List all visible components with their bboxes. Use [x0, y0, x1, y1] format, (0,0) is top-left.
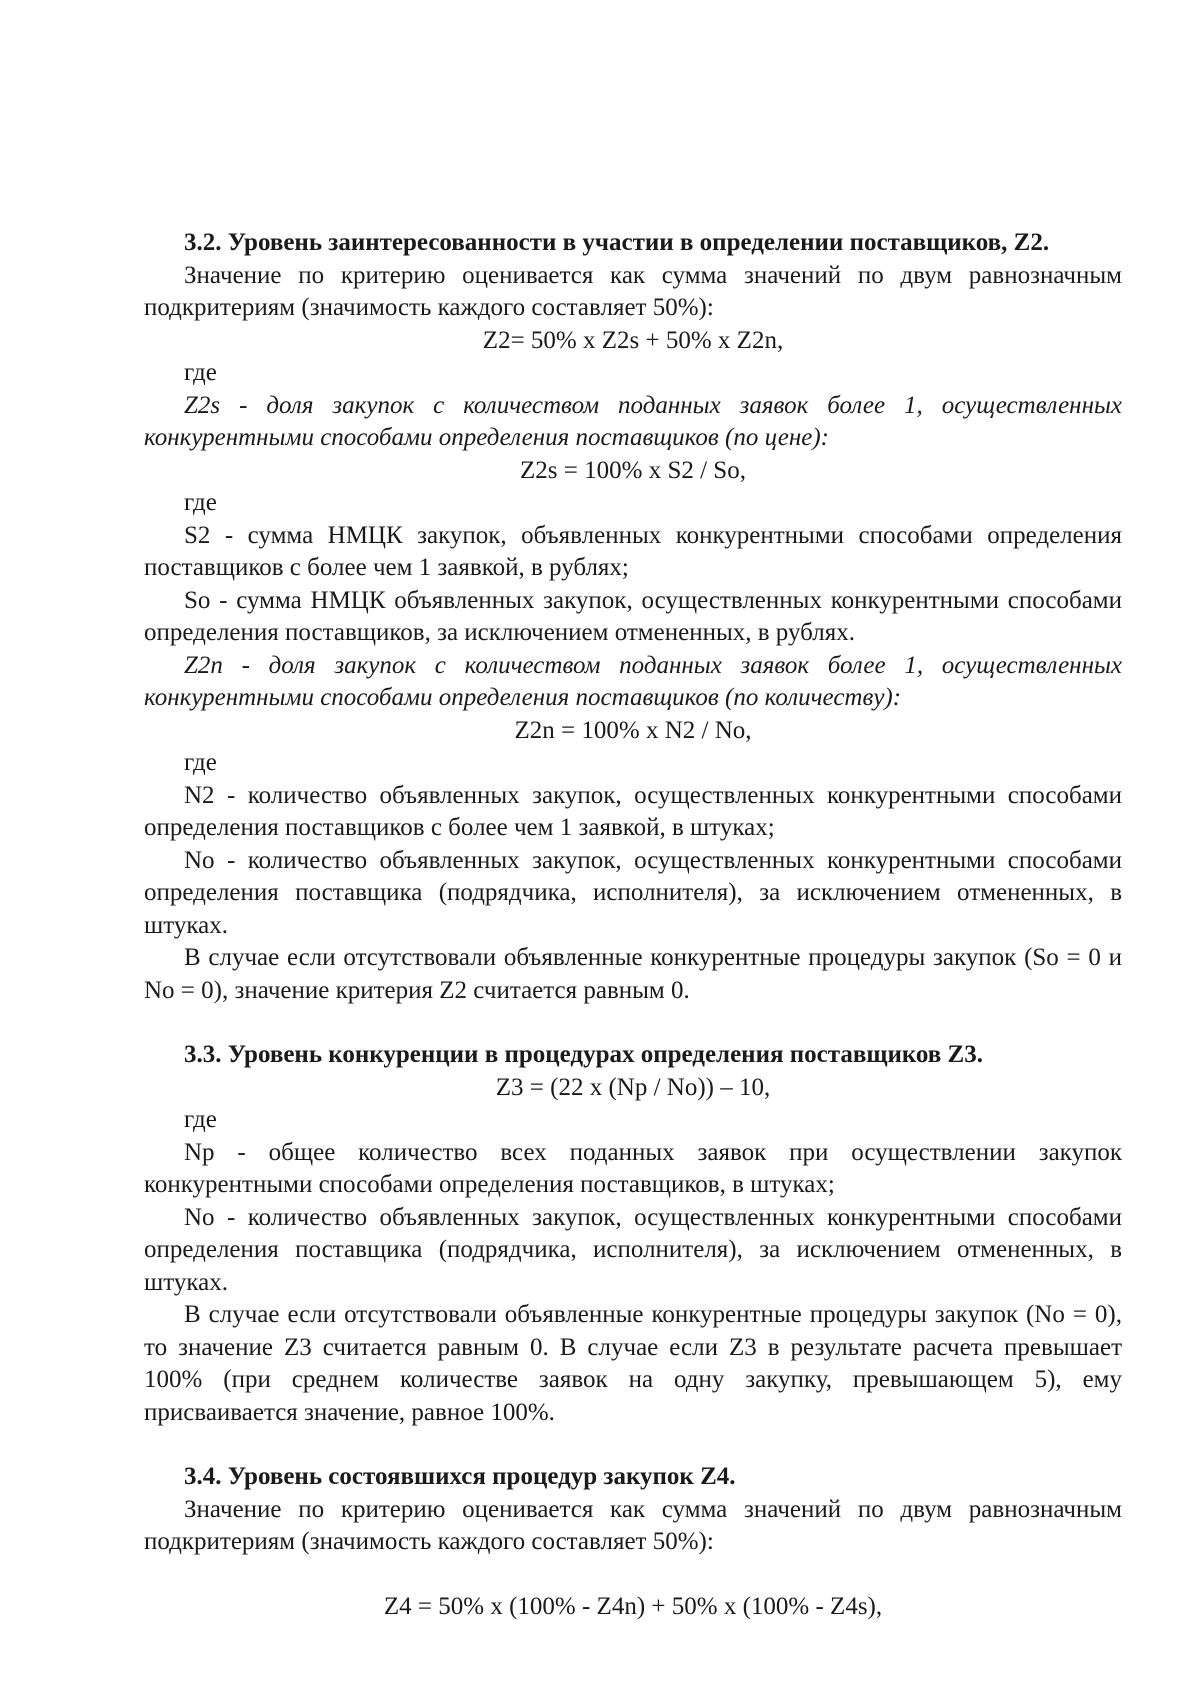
z2s-definition: Z2s - доля закупок с количеством поданных заявок более 1, осуществленных конкурентными способами определения поставщиков (по цене):	[144, 391, 1122, 451]
formula-z2s: Z2s = 100% x S2 / So,	[520, 456, 746, 484]
n2-definition: N2 - количество объявленных закупок, осуществленных конкурентными способами определения поставщиков с более чем 1 заявкой, в штуках;	[144, 781, 1122, 841]
section-gap	[144, 1007, 1122, 1039]
section-3-2-heading: 3.2. Уровень заинтересованности в участии в определении поставщиков, Z2.	[184, 229, 1050, 256]
z2n-definition: Z2n - доля закупок с количеством поданных заявок более 1, осуществленных конкурентными способами определения поставщиков (по количеству):	[144, 651, 1122, 711]
formula-gap	[144, 1559, 1122, 1591]
so-definition: So - сумма НМЦК объявленных закупок, осуществленных конкурентными способами определения поставщиков, за исключением отмененных, в рублях.	[144, 586, 1122, 646]
section-3-4-intro: Значение по критерию оценивается как сумма значений по двум равнозначным подкритериям (значимость каждого составляет 50%):	[144, 1495, 1122, 1555]
formula-z4: Z4 = 50% x (100% - Z4n) + 50% x (100% - Z4s),	[383, 1592, 883, 1620]
section-3-3-heading: 3.3. Уровень конкуренции в процедурах определения поставщиков Z3.	[184, 1041, 983, 1068]
no-definition: No - количество объявленных закупок, осуществленных конкурентными способами определения поставщика (подрядчика, исполнителя), за исключением отмененных, в штуках.	[144, 1203, 1122, 1296]
document-page	[144, 227, 1122, 1623]
formula-z2n: Z2n = 100% x N2 / No,	[514, 716, 752, 744]
s2-definition: S2 - сумма НМЦК закупок, объявленных конкурентными способами определения поставщиков с более чем 1 заявкой, в рублях;	[144, 521, 1122, 581]
where-label: где	[184, 1106, 217, 1133]
no-definition: No - количество объявленных закупок, осуществленных конкурентными способами определения поставщика (подрядчика, исполнителя), за исключением отмененных, в штуках.	[144, 846, 1122, 939]
np-definition: Np - общее количество всех поданных заявок при осуществлении закупок конкурентными способами определения поставщиков, в штуках;	[144, 1138, 1122, 1198]
where-label: где	[184, 749, 217, 776]
section-gap	[144, 1429, 1122, 1461]
section-3-4-heading: 3.4. Уровень состоявшихся процедур закупок Z4.	[184, 1463, 736, 1490]
section-3-3-note: В случае если отсутствовали объявленные конкурентные процедуры закупок (No = 0), то значение Z3 считается равным 0. В случае если Z3 в результате расчета превышает 100% (при среднем количестве заявок на одну закупку, превышающем 5), ему присваивается значение, равное 100%.	[144, 1301, 1122, 1426]
where-label: где	[184, 489, 217, 516]
formula-z3: Z3 = (22 x (Np / No)) – 10,	[495, 1073, 771, 1101]
formula-z2: Z2= 50% x Z2s + 50% x Z2n,	[482, 326, 784, 354]
section-3-2-note: В случае если отсутствовали объявленные конкурентные процедуры закупок (So = 0 и No = 0), значение критерия Z2 считается равным 0.	[144, 944, 1122, 1004]
where-label: где	[184, 359, 217, 386]
section-3-2-intro: Значение по критерию оценивается как сумма значений по двум равнозначным подкритериям (значимость каждого составляет 50%):	[144, 261, 1122, 321]
